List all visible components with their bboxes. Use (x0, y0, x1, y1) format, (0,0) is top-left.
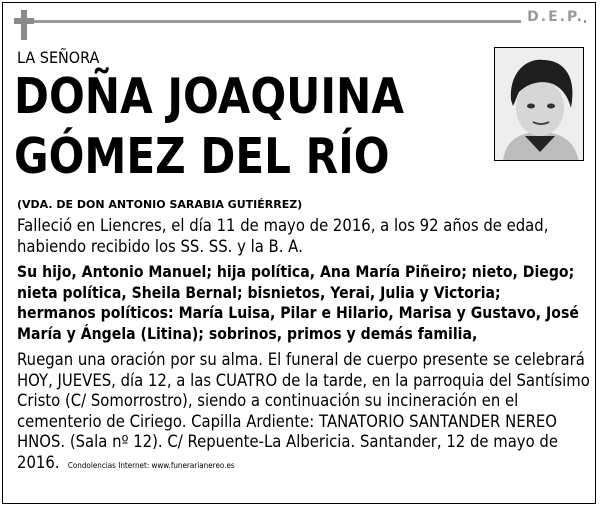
place-date: Santander, 12 de mayo de 2016. (17, 432, 558, 472)
funeral-info (17, 350, 593, 476)
honorific: LA SEÑORA (17, 48, 100, 67)
dep-label: D.E.P. (521, 9, 584, 25)
cross-icon (14, 10, 34, 40)
deceased-name-line1: DOÑA JOAQUINA (14, 68, 404, 125)
funeral-details: Ruegan una oración por su alma. El funeral de cuerpo presente se celebrará HOY, JUEVES, día 12, a las CUATRO de la tarde, en la parroquia del Santísimo Cristo (C/ Somorrostro), siendo a continuación su incineración en el cementerio de Ciriego. Capilla Ardiente: TANATORIO SANTANDER NEREO HNOS. (Sala nº 12). C/ Repuente-La Albericia. (17, 350, 590, 451)
family-list: Su hijo, Antonio Manuel; hija política, Ana María Piñeiro; nieto, Diego; nieta política, Sheila Bernal; bisnietos, Yerai, Julia y Victoria; hermanos políticos: María Luisa, Pilar e Hilario, Marisa y Gustavo, José María y Ángela (Litina); sobrinos, primos y demás familia, (17, 262, 579, 343)
widow-of-line: (VDA. DE DON ANTONIO SARABIA GUTIÉRREZ) (17, 198, 303, 211)
portrait-photo (494, 47, 584, 161)
condolences-link[interactable]: Condolencias Internet: www.funerarianereo.es (67, 460, 235, 470)
header-rule (14, 20, 586, 23)
deceased-name-line2: GÓMEZ DEL RÍO (14, 128, 390, 185)
death-notice: Falleció en Liencres, el día 11 de mayo de 2016, a los 92 años de edad, habiendo recibido los SS. SS. y la B. A. (17, 216, 549, 256)
